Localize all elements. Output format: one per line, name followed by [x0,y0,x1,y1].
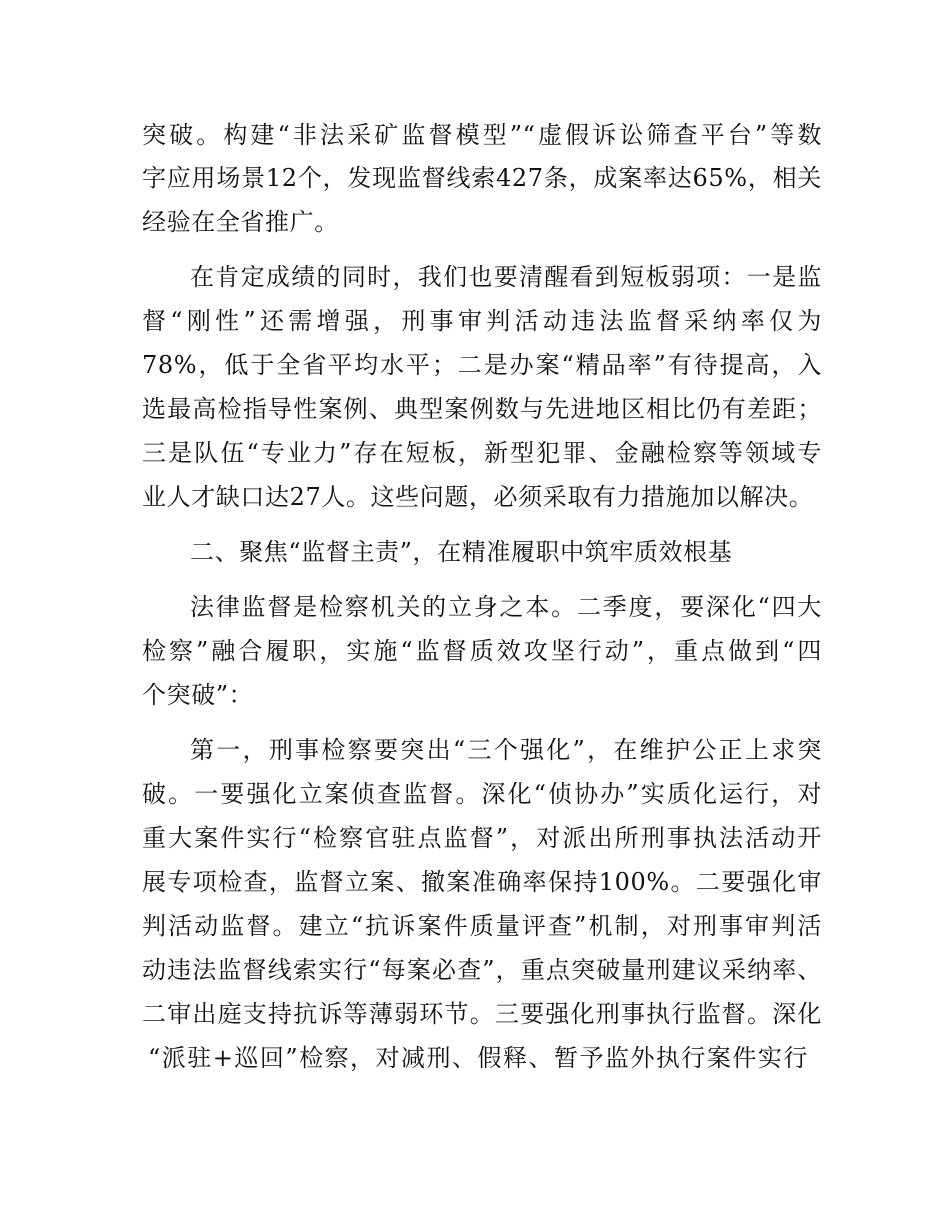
text-line: 突破。构建“非法采矿监督模型”“虚假诉讼筛查平台”等数 [142,121,822,149]
text-line: 经验在全省推广。 [142,208,339,236]
text-line: 法律监督是检察机关的立身之本。二季度，要深化“四大 [190,593,822,621]
text-line: 展专项检查，监督立案、撤案准确率保持100%。二要强化审 [142,868,822,896]
text-line: 第一，刑事检察要突出“三个强化”，在维护公正上求突 [190,736,822,764]
text-line: 督“刚性”还需增强，刑事审判活动违法监督采纳率仅为 [142,307,822,335]
text-line: 重大案件实行“检察官驻点监督”，对派出所刑事执法活动开 [142,824,822,852]
text-line: “派驻+巡回”检察，对减刑、假释、暂予监外执行案件实行 [148,1044,808,1072]
text-line: 字应用场景12个，发现监督线索427条，成案率达65%，相关 [142,164,822,192]
text-line: 个突破”： [142,681,254,709]
text-line: 破。一要强化立案侦查监督。深化“侦协办”实质化运行，对 [142,780,822,808]
text-line: 二审出庭支持抗诉等薄弱环节。三要强化刑事执行监督。深化 [142,1000,822,1028]
text-line: 在肯定成绩的同时，我们也要清醒看到短板弱项：一是监 [190,263,822,291]
text-line: 78%，低于全省平均水平；二是办案“精品率”有待提高，入 [142,351,822,379]
heading-line: 二、聚焦“监督主责”，在精准履职中筑牢质效根基 [190,538,733,566]
text-line: 业人才缺口达27人。这些问题，必须采取有力措施加以解决。 [142,483,814,511]
text-line: 判活动监督。建立“抗诉案件质量评查”机制，对刑事审判活 [142,912,822,940]
text-line: 选最高检指导性案例、典型案例数与先进地区相比仍有差距； [142,395,822,423]
text-line: 检察”融合履职，实施“监督质效攻坚行动”，重点做到“四 [142,637,822,665]
text-line: 动违法监督线索实行“每案必查”，重点突破量刑建议采纳率、 [142,956,822,984]
text-line: 三是队伍“专业力”存在短板，新型犯罪、金融检察等领域专 [142,439,822,467]
